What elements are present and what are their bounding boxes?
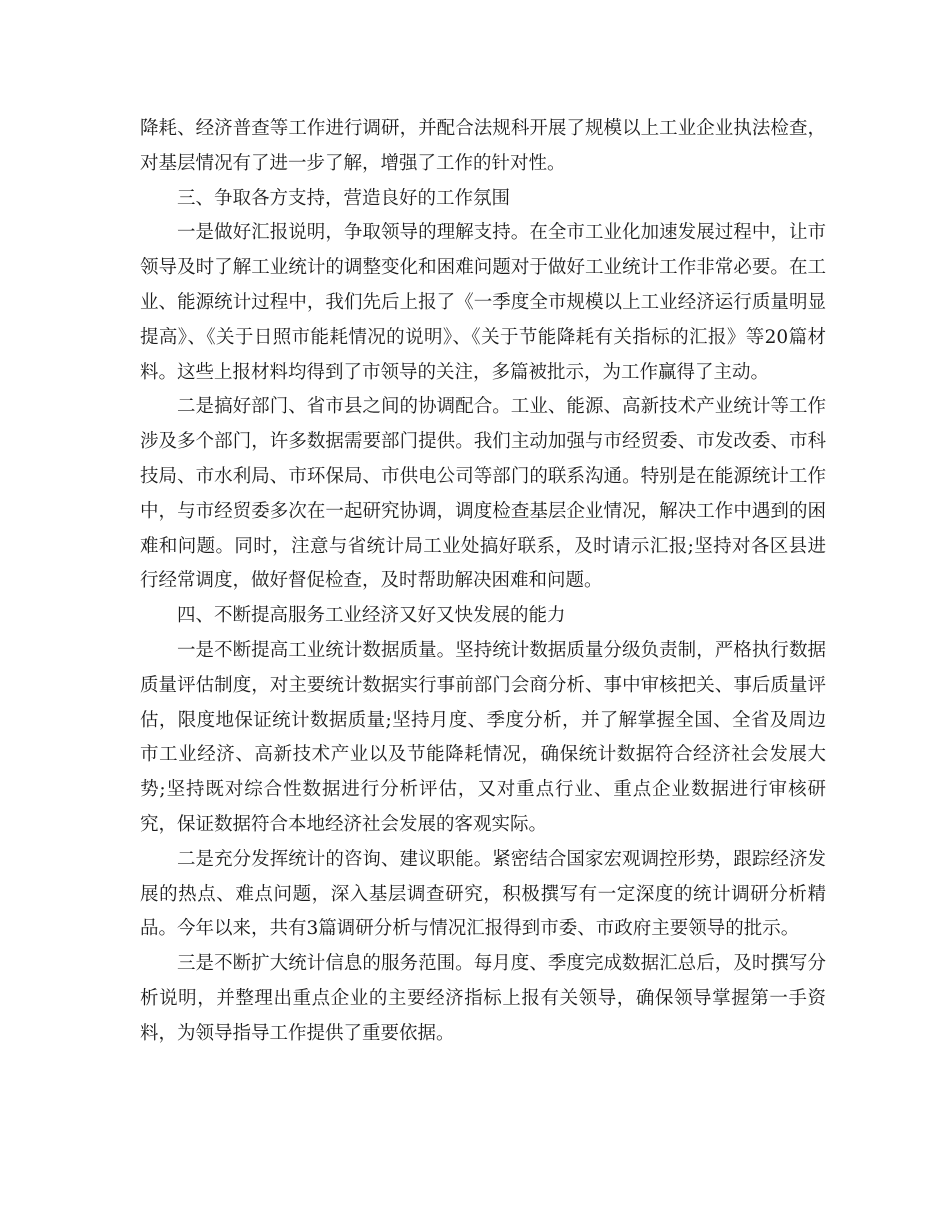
section-heading-3: 三、争取各方支持，营造良好的工作氛围: [177, 187, 511, 209]
paragraph-service-scope: 三是不断扩大统计信息的服务范围。每月度、季度完成数据汇总后，及时撰写分析说明，并整理出重点企业的主要经济指标上报有关领导，确保领导掌握第一手资料，为领导指导工作提供了重要依据。: [140, 953, 826, 1044]
section-heading-4: 四、不断提高服务工业经济又好又快发展的能力: [177, 605, 566, 627]
document-body: [140, 112, 826, 1052]
paragraph-data-quality: 一是不断提高工业统计数据质量。坚持统计数据质量分级负责制，严格执行数据质量评估制度，对主要统计数据实行事前部门会商分析、事中审核把关、事后质量评估，限度地保证统计数据质量;坚持月度、季度分析，并了解掌握全国、全省及周边市工业经济、高新技术产业以及节能降耗情况，确保统计数据符合经济社会发展大势;坚持既对综合性数据进行分析评估，又对重点行业、重点企业数据进行审核研究，保证数据符合本地经济社会发展的客观实际。: [140, 639, 826, 835]
paragraph-coordination: 二是搞好部门、省市县之间的协调配合。工业、能源、高新技术产业统计等工作涉及多个部门，许多数据需要部门提供。我们主动加强与市经贸委、市发改委、市科技局、市水利局、市环保局、市供电公司等部门的联系沟通。特别是在能源统计工作中，与市经贸委多次在一起研究协调，调度检查基层企业情况，解决工作中遇到的困难和问题。同时，注意与省统计局工业处搞好联系，及时请示汇报;坚持对各区县进行经常调度，做好督促检查，及时帮助解决困难和问题。: [140, 396, 826, 592]
paragraph-report-explanation: 一是做好汇报说明，争取领导的理解支持。在全市工业化加速发展过程中，让市领导及时了解工业统计的调整变化和困难问题对于做好工业统计工作非常必要。在工业、能源统计过程中，我们先后上报了《一季度全市规模以上工业经济运行质量明显提高》、《关于日照市能耗情况的说明》、《关于节能降耗有关指标的汇报》等20篇材料。这些上报材料均得到了市领导的关注，多篇被批示，为工作赢得了主动。: [140, 222, 826, 383]
paragraph-continuation: 降耗、经济普查等工作进行调研，并配合法规科开展了规模以上工业企业执法检查，对基层情况有了进一步了解，增强了工作的针对性。: [140, 118, 826, 174]
paragraph-consulting-role: 二是充分发挥统计的咨询、建议职能。紧密结合国家宏观调控形势，跟踪经济发展的热点、难点问题，深入基层调查研究，积极撰写有一定深度的统计调研分析精品。今年以来，共有3篇调研分析与情况汇报得到市委、市政府主要领导的批示。: [140, 848, 826, 940]
